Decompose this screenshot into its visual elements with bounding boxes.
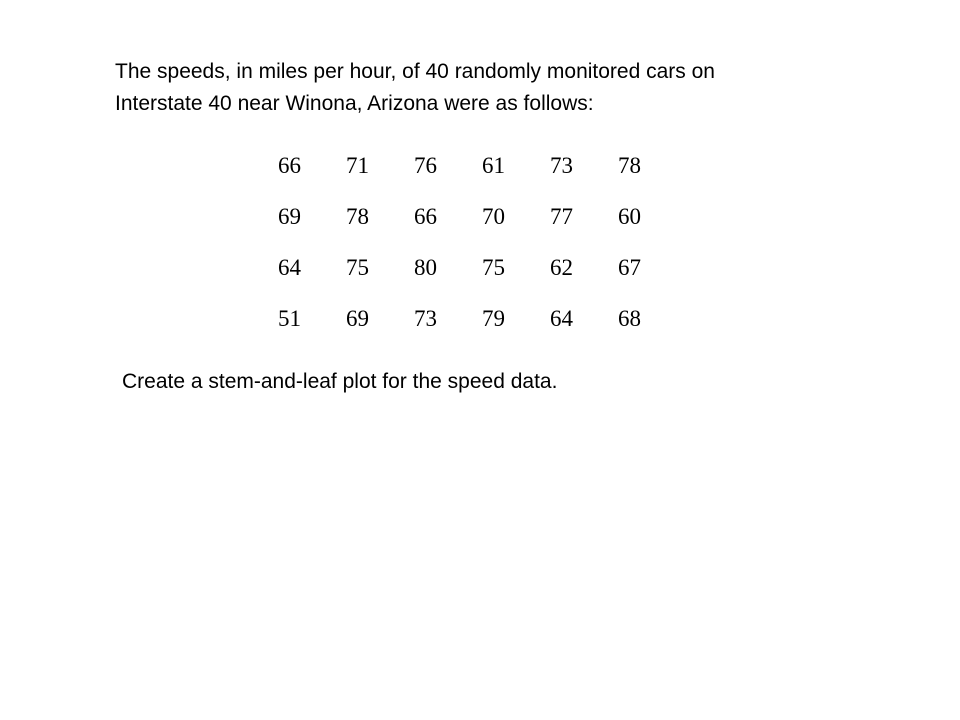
table-row (262, 242, 670, 293)
speed-value: 73 (550, 152, 573, 178)
speed-data-table (262, 140, 670, 344)
speed-value: 64 (550, 305, 573, 331)
speed-value: 67 (618, 254, 641, 280)
speed-value: 75 (482, 254, 505, 280)
speed-value: 73 (414, 305, 437, 331)
speed-value: 68 (618, 305, 641, 331)
speed-value: 69 (346, 305, 369, 331)
speed-value: 77 (550, 203, 573, 229)
speed-value: 70 (482, 203, 505, 229)
task-instruction: Create a stem-and-leaf plot for the speed data. (122, 370, 558, 393)
speed-value: 80 (414, 254, 437, 280)
table-row (262, 293, 670, 344)
speed-value: 66 (414, 203, 437, 229)
speed-value: 64 (278, 254, 301, 280)
problem-statement (115, 56, 875, 120)
speed-value: 78 (618, 152, 641, 178)
speed-value: 79 (482, 305, 505, 331)
speed-value: 60 (618, 203, 641, 229)
speed-value: 69 (278, 203, 301, 229)
speed-value: 61 (482, 152, 505, 178)
speed-value: 62 (550, 254, 573, 280)
speed-value: 71 (346, 152, 369, 178)
speed-value: 66 (278, 152, 301, 178)
problem-statement-line-2: Interstate 40 near Winona, Arizona were as follows: (115, 92, 594, 115)
speed-value: 78 (346, 203, 369, 229)
problem-statement-line-1: The speeds, in miles per hour, of 40 randomly monitored cars on (115, 60, 715, 83)
speed-value: 76 (414, 152, 437, 178)
table-row (262, 191, 670, 242)
table-row (262, 140, 670, 191)
speed-value: 51 (278, 305, 301, 331)
speed-value: 75 (346, 254, 369, 280)
